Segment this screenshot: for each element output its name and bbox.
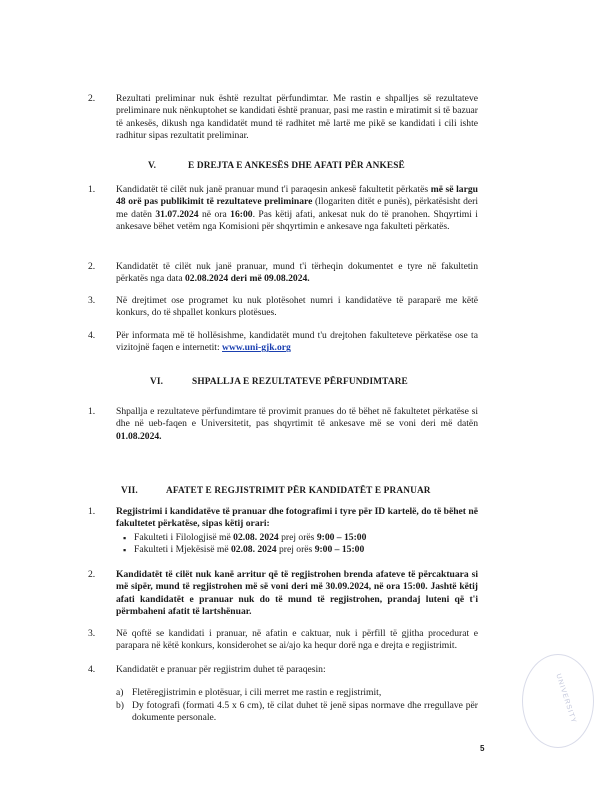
section-number: V. [148, 161, 157, 171]
subitem-label: b) [116, 700, 124, 711]
schedule-list [116, 532, 478, 557]
section-title: AFATET E REGJISTRIMIT PËR KANDIDATËT E PRANUAR [166, 486, 431, 496]
item-text: Kandidatët të cilët nuk janë pranuar, mund t'i tërheqin dokumentet e tyre në fakultetin përkatës nga data 02.08.2024 deri më 09.08.2024. [116, 261, 478, 285]
item-text: Rezultati preliminar nuk është rezultat përfundimtar. Me rastin e shpalljes së rezultateve preliminare nuk nënkuptohet se kandidati është pranuar, pasi me rastin e miratimit si të bazuar të ankesës, dikush nga kandidatët mund të radhitet më lartë me pikë se kandidati i cili ishte radhitur sipas rezultatit preliminar. [116, 93, 478, 142]
item-number: 3. [88, 295, 96, 306]
subitem-text: Fletëregjistrimin e plotësuar, i cili merret me rastin e regjistrimit, [132, 687, 382, 698]
schedule-item-filology: ▪ Fakulteti i Filologjisë më 02.08. 2024 prej orës 9:00 – 15:00 [134, 532, 478, 544]
item-number: 2. [88, 261, 96, 272]
item-text: Në drejtimet ose programet ku nuk plotësohet numri i kandidatëve të paraparë me këtë konkurs, do të shpallet konkurs plotësues. [116, 295, 478, 319]
item-text: Regjistrimi i kandidatëve të pranuar dhe fotografimi i tyre për ID kartelë, do të bëhet në fakultetet përkatëse, sipas këtij orari: ▪ Fakulteti i Filologjisë më 02.08. 2024 prej orës 9:00 – 15:00 ▪ Fakulteti i Mjekësisë më 02.08. 2024 prej orës 9:00 – 15:00 [116, 506, 478, 557]
item-number: 4. [88, 330, 96, 341]
page-number: 5 [480, 744, 485, 753]
website-link[interactable]: www.uni-gjk.org [222, 342, 291, 354]
item-text: Kandidatët të cilët nuk kanë arritur që të regjistrohen brenda afateve të përcaktuara si më sipër, mund të regjistrohen më së voni deri më 30.09.2024, në ora 15:00. Jashtë këtij afati kandidatët e pranuar nuk do të mund të regjistrohen, prandaj luteni që t'i përmbaheni afatit të lartshënuar. [116, 569, 478, 618]
item-number: 1. [88, 506, 96, 517]
item-text: Kandidatët e pranuar për regjistrim duhet të paraqesin: [116, 664, 326, 675]
item-number: 4. [88, 664, 96, 675]
item-number: 1. [88, 406, 96, 417]
item-number: 2. [88, 93, 96, 104]
section-title: E DREJTA E ANKESËS DHE AFATI PËR ANKESË [188, 161, 405, 171]
section-title: SHPALLJA E REZULTATEVE PËRFUNDIMTARE [192, 377, 408, 387]
item-text: Kandidatët të cilët nuk janë pranuar mund t'i paraqesin ankesë fakultetit përkatës më së largu 48 orë pas publikimit të rezultateve preliminare (llogariten ditët e punës), përkatësisht deri me datën 31.07.2024 në ora 16:00. Pas këtij afati, ankesat nuk do të pranohen. Shqyrtimi i ankesave bëhet vetëm nga Komisioni për shqyrtimin e ankesave nga fakulteti përkatës. [116, 184, 478, 233]
university-stamp [522, 654, 594, 748]
section-number: VI. [150, 377, 164, 387]
item-number: 2. [88, 569, 96, 580]
item-number: 3. [88, 628, 96, 639]
item-text: Për informata më të hollësishme, kandidatët mund t'u drejtohen fakulteteve përkatëse ose ta vizitojnë faqen e internetit: www.uni-gjk.org [116, 330, 478, 354]
section-number: VII. [121, 486, 138, 496]
item-text: Në qoftë se kandidati i pranuar, në afatin e caktuar, nuk i përfill të gjitha procedurat e parapara në këtë konkurs, konsiderohet se ai/ajo ka hequr dorë nga e drejta e regjistrimit. [116, 628, 478, 652]
stamp-text: UNIVERSITY [554, 673, 578, 725]
subitem-label: a) [116, 687, 124, 698]
subitem-text: Dy fotografi (formati 4.5 x 6 cm), të cilat duhet të jenë sipas normave dhe rregullave për dokumente personale. [132, 700, 478, 724]
item-number: 1. [88, 184, 96, 195]
schedule-item-medicine: ▪ Fakulteti i Mjekësisë më 02.08. 2024 prej orës 9:00 – 15:00 [134, 544, 478, 556]
item-text: Shpallja e rezultateve përfundimtare të provimit pranues do të bëhet në fakultetet përkatëse si dhe në ueb-faqen e Universitetit, pas shqyrtimit të ankesave më se voni deri më datën 01.08.2024. [116, 406, 478, 442]
